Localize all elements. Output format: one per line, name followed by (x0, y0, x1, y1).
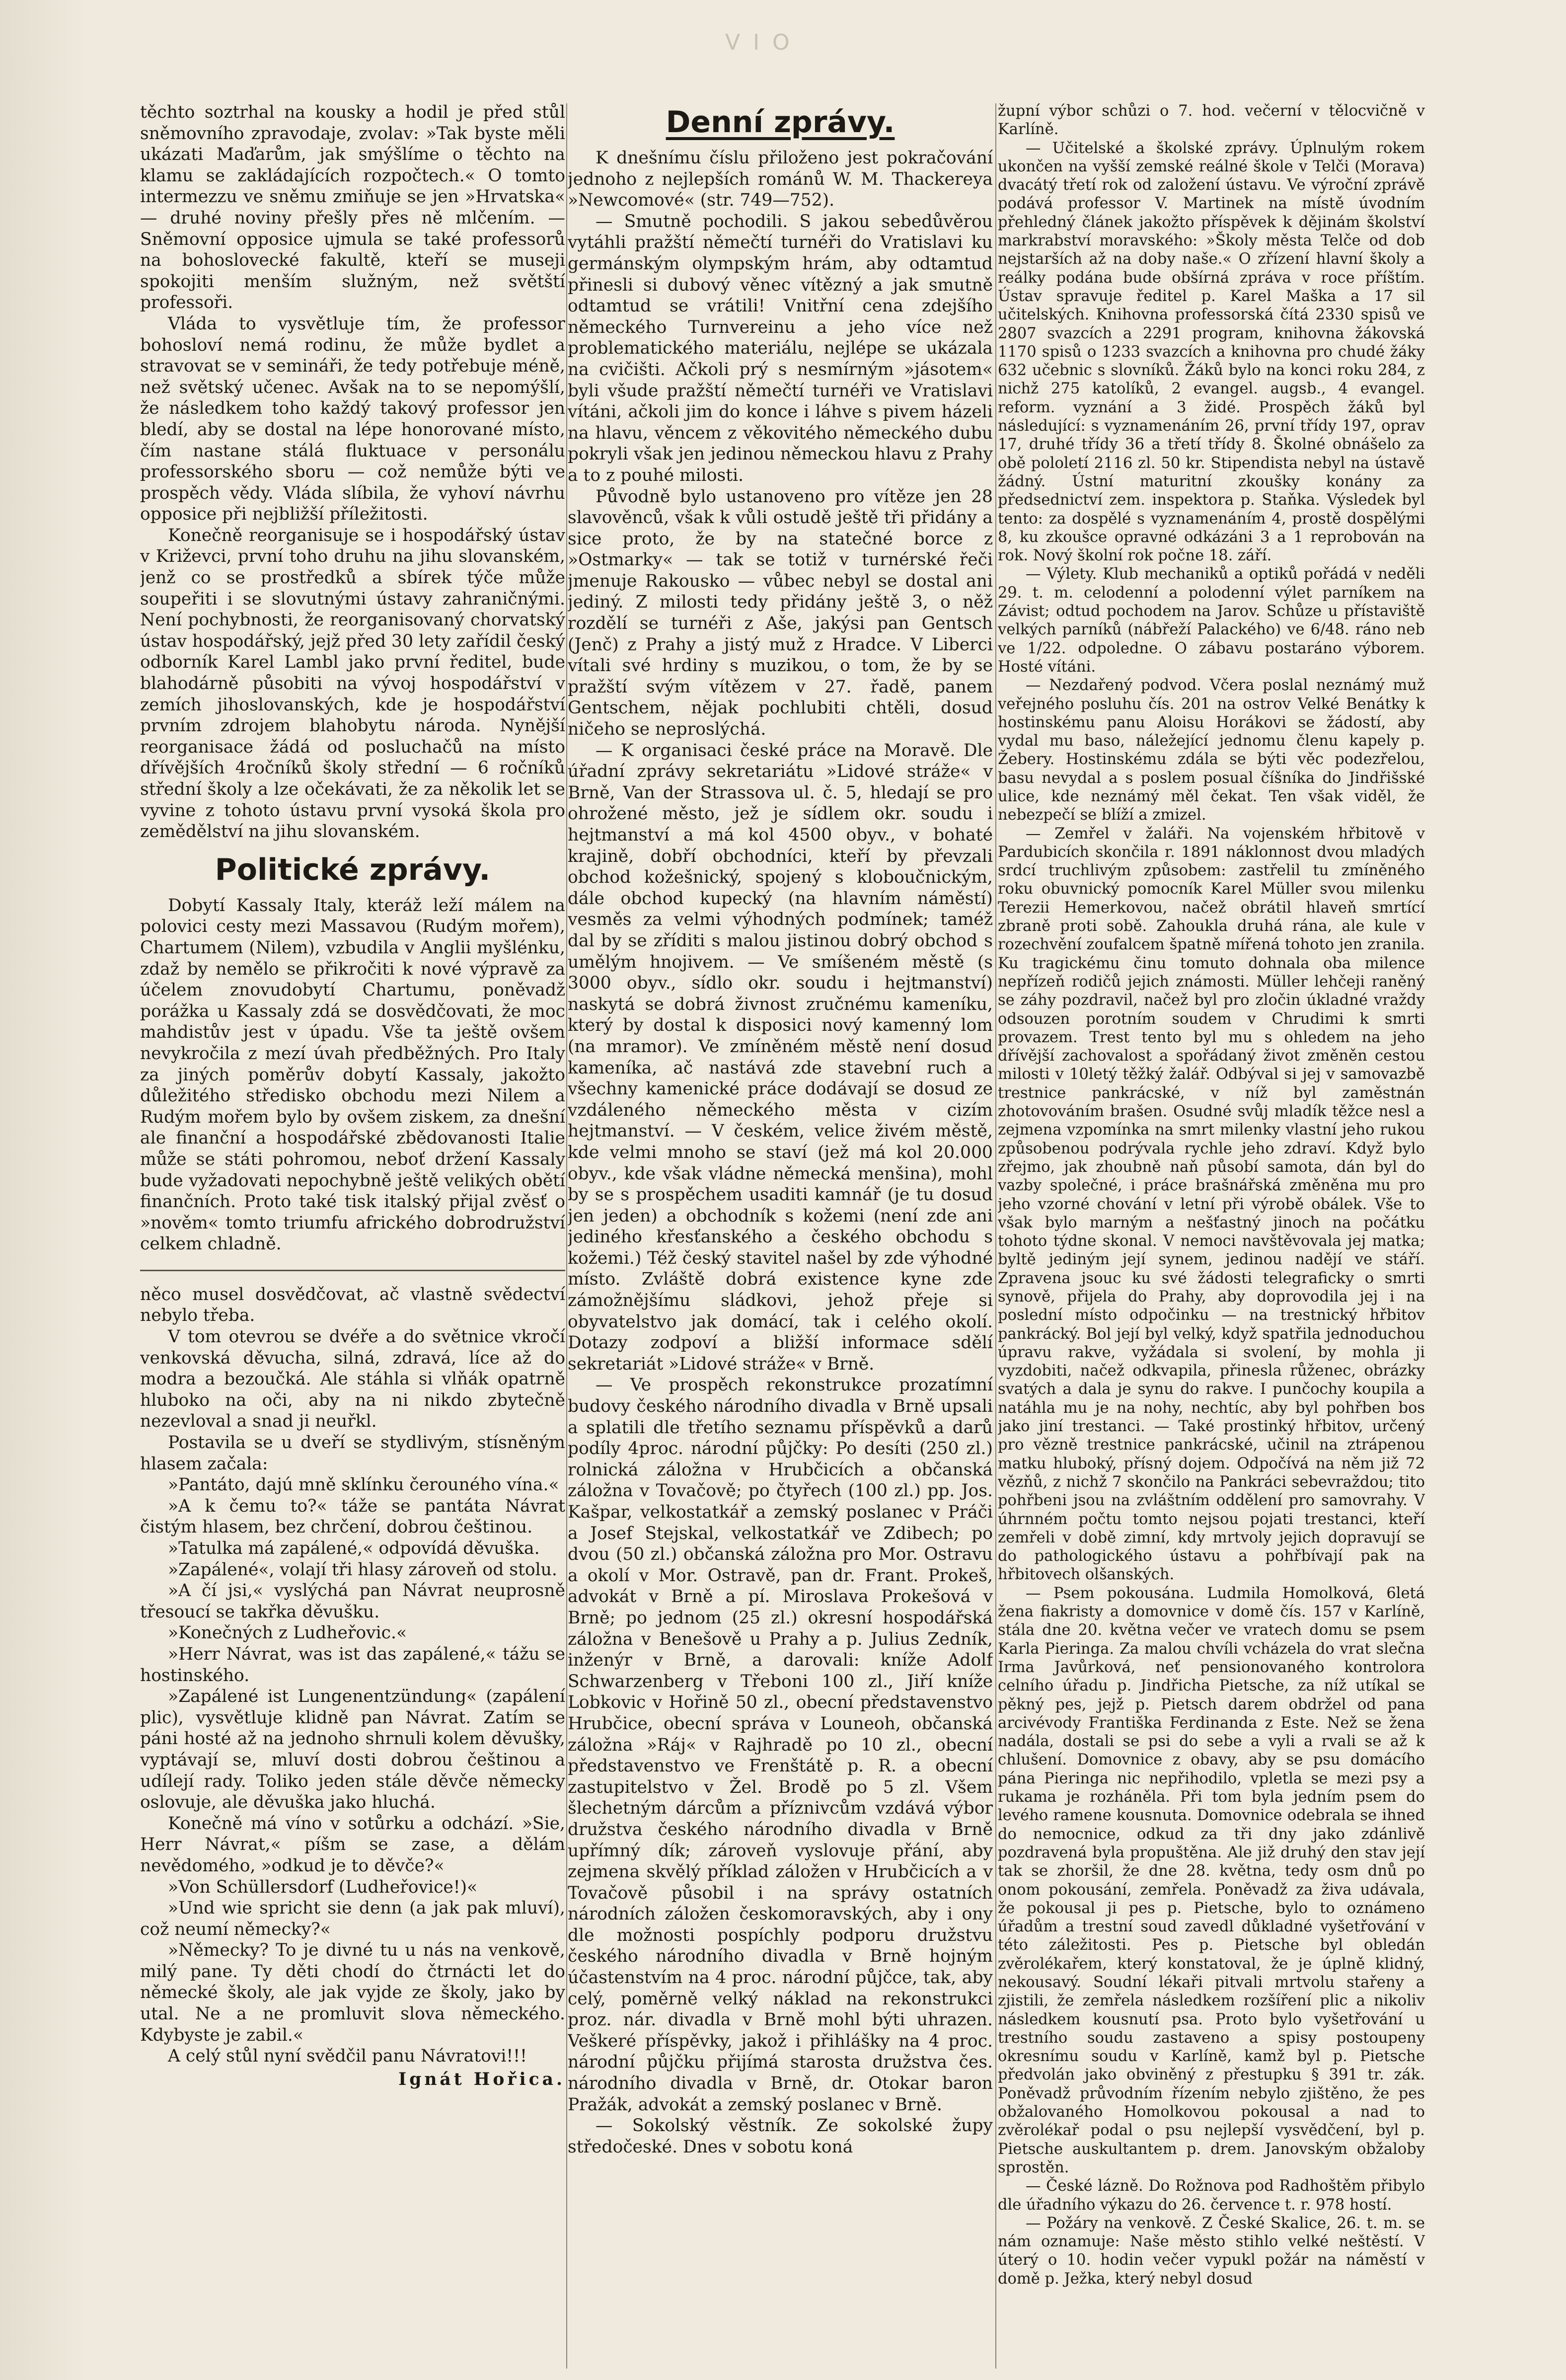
col3-para-4: — Nezdařený podvod. Včera poslal neznámý muž veřejného posluhu čís. 201 na ostrov Velké Benátky k hostinskému panu Aloisu Horákovi se žádostí, aby vydal mu baso, náležející jednomu členu kapely p. Žebery. Hostinskému zdála se býti věc podezřelou, basu nevydal a s poslem posual číšníka do Jindřišské ulice, kde neznámý měl čekat. Ten však viděl, že nebezpečí se blíží a zmizel. (998, 677, 1425, 824)
col1-para-19: »Německy? To je divné tu u nás na venkově, milý pane. Ty děti chodí do čtrnácti let do německé školy, ale jak vyjde ze školy, jako by utal. Ne a ne promluvit slova německého. Kdybyste je zabil.« (140, 1940, 565, 2045)
column-rule-2 (995, 103, 996, 2369)
author-signature: Ignát Hořica. (398, 2069, 565, 2089)
col2-para-4: — K organisaci české práce na Moravě. Dle úřadní zprávy sekretariátu »Lidové stráže« v Brně, Van der Strassova ul. č. 5, hledají se pro ohrožené město, jež je sídlem okr. soudu i hejtmanství a má kol 4500 obyv., v bohaté krajině, dobří obchodníci, kteří by převzali obchod kožešnický, spojený s kloboučnickým, dále obchod kupecký (na hlavním náměstí) vesměs za velmi výhodných podmínek; taméž dal by se zříditi s malou jistinou dobrý obchod s umělým hnojivem. — Ve smíšeném městě (s 3000 obyv., sídlo okr. soudu i hejtmanství) naskytá se dobrá živnost zručnému kameníku, který by dostal k disposici nový kamenný lom (na mramor). Ve zmíněném městě není dosud kameníka, ač nastává zde stavební ruch a všechny kamenické práce dodávají se dosud ze vzdáleného německého města v cizím hejtmanství. — V českém, velice živém městě, kde velmi mnoho se staví (jež má kol 20.000 obyv., kde však vládne německá menšina), mohl by se s prospěchem usaditi kamnář (je tu dosud jen jeden) a obchodník s kožemi (není zde ani jediného křesťanského a českého obchodu s kožemi.) Též český stavitel našel by zde výhodné místo. Zvláště dobrá existence kyne zde zámožnějšímu sládkovi, jehož přeje si obyvatelstvo jak domácí, tak i celého okolí. Dotazy zodpoví a bližší informace sdělí sekretariát »Lidové stráže« v Brně. (568, 740, 993, 1374)
col1-para-6: V tom otevrou se dvéře a do světnice vkročí venkovská děvucha, silná, zdravá, líce až do modra a bezoučká. Ale stáhla si vlňák opatrně hluboko na oči, aby na ni nikdo zbytečně nezevloval a snad ji neuřkl. (140, 1327, 565, 1432)
col1-para-15: »Zapálené ist Lungenentzündung« (zapálení plic), vysvětluje klidně pan Návrat. Zatím se páni hosté až na jednoho shrnuli kolem děvušky, vyptávají se, mluví dosti dobrou češtinou a udílejí rady. Toliko jeden stále děvče německy oslovuje, ale děvuška jako hluchá. (140, 1687, 565, 1813)
col2-para-5: — Ve prospěch rekonstrukce prozatímní budovy českého národního divadla v Brně upsali a splatili dle třetího seznamu příspěvků a darů podíly 4proc. národní půjčky: Po desíti (250 zl.) rolnická záložna v Hrubčicích a občanská záložna v Tovačově; po čtyřech (100 zl.) pp. Jos. Kašpar, velkostatkář a zemský poslanec v Práči a Josef Stejskal, velkostatkář ve Zdibech; po dvou (50 zl.) občanská záložna pro Mor. Ostravu a okolí v Mor. Ostravě, pan dr. Frant. Prokeš, advokát v Brně a pí. Miroslava Prokešová v Brně; po jednom (25 zl.) okresní hospodářská záložna v Benešově u Prahy a p. Julius Zedník, inženýr v Brně, a darovali: kníže Adolf Schwarzenberg v Třeboni 100 zl., Jiří kníže Lobkovic v Hořině 50 zl., obecní představenstvo Hrubčice, obecní správa v Louneoh, občanská záložna »Ráj« v Rajhradě po 10 zl., obecní představenstvo ve Frenštátě p. R. a obecní zastupitelstvo v Žel. Brodě po 5 zl. Všem šlechetným dárcům a příznivcům vzdává výbor družstva českého národního divadla v Brně upřímný dík; zároveň vyslovuje přání, aby zejmena skvělý příklad záložen v Hrubčicích a v Tovačově působil i na správy ostatních národních záložen českomoravských, aby i ony dle možnosti pospíchly podporu družstvu českého národního divadla v Brně hojným účastenstvím na 4 proc. národní půjčce, tak, aby celý, poměrně velký náklad na rekonstrukci proz. nár. divadla v Brně mohl býti uhrazen. Veškeré příspěvky, jakož i přihlášky na 4 proc. národní půjčku přijímá starosta družstva čes. národního divadla v Brně, dr. Otokar baron Pražák, advokát a zemský poslanec v Brně. (568, 1375, 993, 2115)
col1-para-8: »Pantáto, dajú mně sklínku čerouného vína.« (168, 1475, 559, 1495)
col1-para-5: něco musel dosvědčovat, ač vlastně svědectví nebylo třeba. (140, 1284, 565, 1326)
col3-para-1: župní výbor schůzi o 7. hod. večerní v tělocvičně v Karlíně. (998, 102, 1425, 139)
col1-para-1: těchto soztrhal na kousky a hodil je před stůl sněmovního zpravodaje, zvolav: »Tak byste měli ukázati Maďarům, jak smýšlíme o těchto na klamu se zakládajících rozpočtech.« O tomto intermezzu ve sněmu zmiňuje se jen »Hrvatska« — druhé noviny přešly přes ně mlčením. — Sněmovní opposice ujmula se také professorů na bohoslovecké fakultě, kteří se museji spokojiti menším služným, než světští professoři. (140, 102, 565, 313)
feuilleton-separator (140, 1270, 565, 1271)
col1-para-11: »Zapálené«, volají tři hlasy zároveň od stolu. (168, 1559, 557, 1580)
col1-para-13: »Konečných z Ludheřovic.« (168, 1623, 407, 1643)
col3-para-6: — Psem pokousána. Ludmila Homolková, 6letá žena fiakristy a domovnice v domě čís. 157 v Karlíně, stála dne 20. května večer ve vratech domu se psem Karla Pieringa. Za malou chvíli vcházela do vrat slečna Irma Javůrková, neť pensionovaného kontrolora celního úřadu p. Jindřicha Pietsche, za níž utíkal se pěkný pes, jejž p. Pietsch darem obdržel od pana arcivévody Františka Ferdinanda z Este. Než se žena nadála, dostali se psi do sebe a vyli a rvali se až k chlušení. Domovnice z obavy, aby se psu domácího pána Pieringa nic nepřihodilo, vpletla se mezi psy a rukama je rozháněla. Při tom byla jedním psem do levého ramene kousnuta. Domovnice odebrala se ihned do nemocnice, odkud za tři dny jako zdánlivě pozdravená byla propuštěna. Ale již druhý den stav její tak se zhoršil, že dne 28. května, tedy osm dnů po onom pokousání, zemřela. Poněvadž za živa udávala, že pokousal ji pes p. Pietsche, bylo to oznámeno úřadům a trestní soud zavedl důkladné vyšetřování v této záležitosti. Pes p. Pietsche byl obledán zvěrolékařem, který konstatoval, že je úplně klidný, nekousavý. Soudní lékaři pitvali mrtvolu stařeny a zjistili, že zemřela následkem rozšíření plic a nikoliv následkem kousnutí psa. Proto bylo vyšetřování u trestního soudu zastaveno a spisy postoupeny okresnímu soudu v Karlíně, kamž byl p. Pietsche předvolán jako obviněný z přestupku § 391 tr. zák. Poněvadž průvodním řízením nebylo zjištěno, že pes obžalovaného Homolkovou pokousal a nad to zvěrolékař podal o psu nejlepší vysvědčení, byl p. Pietsche auskultantem p. drem. Janovským obžaloby sprostěn. (998, 1584, 1425, 2176)
col3-para-2: — Učitelské a školské zprávy. Úplnulým rokem ukončen na vyšší zemské reálné škole v Telči (Morava) dvacátý třetí rok od založení ústavu. Ve výroční zprávě podává professor V. Martinek na místě úvodním přehledný článek jakožto příspěvek k dějinám školství markrabství moravského: »Školy města Telče od dob nejstarších až na doby naše.« O zřízení hlavní školy a reálky podána bude obšírná zpráva v roce příštím. Ústav spravuje ředitel p. Karel Maška a 17 sil učitelských. Knihovna professorská čítá 2330 spisů ve 2807 svazcích a 2291 program, knihovna žákovská 1170 spisů o 1233 svazcích a knihovna pro chudé žáky 632 učebnic s slovníků. Žáků bylo na konci roku 284, z nichž 275 katolíků, 2 evangel. augsb., 4 evangel. reform. vyznání a 3 židé. Prospěch žáků byl následující: s vyznamenáním 26, první třídy 197, oprav 17, druhé třídy 36 a třetí třídy 8. Školné obnášelo za obě pololetí 2116 zl. 50 kr. Stipendista nebyl na ústavě žádný. Ústní maturitní zkoušky konány za předsednictví zem. inspektora p. Staňka. Výsledek byl tento: za dospělé s vyznamenáním 4, prostě dospělými 8, ku zkoušce opravné odkázáni 3 a 1 reprobován na rok. Nový školní rok počne 18. září. (998, 139, 1425, 565)
col3-para-5: — Zemřel v žaláři. Na vojenském hřbitově v Pardubicích skončila r. 1891 náklonnost dvou mladých srdcí truchlivým způsobem: zastřelil tu zmíněného roku obuvnický pomocník Karel Müller svou milenku Terezii Hemerkovou, načež obrátil hlaveň smrtící zbraně proti sobě. Zahoukla druhá rána, ale kule v rozechvění zoufalcem špatně mířená tohoto jen zranila. Ku tragickému činu tomuto dohnala oba milence nepřízeň rodičů jejich známosti. Müller lehčeji raněný se záhy pozdravil, načež byl pro zločin úkladné vraždy odsouzen porotním soudem v Chrudimi k smrti provazem. Trest tento byl mu s ohledem na jeho dřívější zachovalost a spořádaný život změněn cestou milosti v 10letý těžký žalář. Odbýval si jej v samovazbě trestnice pankrácské, v níž byl zaměstnán zhotovováním brašen. Osudné svůj mladík těžce nesl a zejmena vzpomínka na smrt milenky vlastní jeho rukou způsobenou podrývala rychle jeho zdraví. Když bylo zřejmo, jak zhoubně naň působí samota, dán byl do vazby společné, i práce brašnářská změněna mu pro jeho vzorné chování v letní při výrobě obálek. Vše to však bylo marným a nešťastný jinoch na počátku tohoto týdne skonal. V nemoci navštěvovala jej matka; byltě jediným její synem, jedinou nadějí ve stáří. Zpravena jsouc ku své žádosti telegraficky o smrti synově, přijela do Prahy, aby doprovodila jej i na poslední místo odpočinku — na trestnický hřbitov pankrácký. Bol její byl velký, když spatřila jednoduchou úpravu rakve, vyžádala si svolení, by mohla ji vyzdobiti, načež odkvapila, přinesla růženec, obrázky svatých a dala je synu do rakve. I punčochy koupila a natáhla mu je na nohy, nechtíc, aby byl pohřben bos jako jiní trestanci. — Také prostinký hřbitov, určený pro vězně trestnice pankrácské, učinil na ztrápenou matku hluboký, přísný dojem. Odpočívá na něm již 72 vězňů, z nichž 7 skončilo na Pankráci sebevraždou; tito pohřbeni jsou na zvláštním oddělení pro samovrahy. V úhrnném počtu tomto nejsou pojati trestanci, kteří zemřeli v době zimní, kdy mrtvoly jejich dopravují se do pathologického ústavu a pohřbívají pak na hřbitovech olšanských. (998, 825, 1425, 1584)
col1-para-16: Konečně má víno v sotůrku a odchází. »Sie, Herr Návrat,« píšm se zase, a dělám nevědomého, »odkud je to děvče?« (140, 1813, 565, 1876)
col2-para-1: K dnešnímu číslu přiloženo jest pokračování jednoho z nejlepších románů W. M. Thackereya »Newcomové« (str. 749—752). (568, 148, 993, 211)
section-header-denni-zpravy: Denní zprávy. (666, 105, 895, 140)
col1-para-9: »A k čemu to?« táže se pantáta Návrat čistým hlasem, bez chrčení, dobrou češtinou. (140, 1496, 565, 1537)
col2-para-6: — Sokolský věstník. Ze sokolské župy středočeské. Dnes v sobotu koná (568, 2116, 993, 2157)
col1-para-7: Postavila se u dveří se stydlivým, stísněným hlasem začala: (140, 1433, 565, 1474)
col1-para-17: »Von Schüllersdorf (Ludheřovice!)« (168, 1877, 478, 1897)
col3-para-3: — Výlety. Klub mechaniků a optiků pořádá v neděli 29. t. m. celodenní a polodenní výlet parníkem na Závist; odtud pochodem na Jarov. Schůze u přístaviště velkých parníků (nábřeží Palackého) ve 6/48. ráno neb ve 1/22. odpoledne. O zábavu postaráno výborem. Hosté vítáni. (998, 565, 1425, 676)
section-header-politicke-zpravy: Politické zprávy. (215, 852, 491, 887)
col1-para-3: Konečně reorganisuje se i hospodářský ústav v Križevci, první toho druhu na jihu slovanském, jenž co se prostředků a sbírek týče může soupeřiti i se slovutnými ústavy zahraničnými. Není pochybnosti, že reorganisovaný chorvatský ústav hospodářský, jejž před 30 lety zařídil český odborník Karel Lambl jako první ředitel, bude blahodárně působiti na vývoj hospodářství v zemích jihoslovanských, kde je hospodářství prvním zdrojem blahobytu národa. Nynější reorganisace žádá od posluchačů na místo dřívějších 4ročníků školy střední — 6 ročníků střední školy a lze očekávati, že za několik let se vyvine z tohoto ústavu první vysoká škola pro zemědělství na jihu slovanském. (140, 525, 565, 842)
col3-para-8: — Požáry na venkově. Z České Skalice, 26. t. m. se nám oznamuje: Naše město stihlo velké neštěstí. V úterý o 10. hodin večer vypukl požár na náměstí v domě p. Ježka, který nebyl dosud (998, 2214, 1425, 2288)
col1-para-14: »Herr Návrat, was ist das zapálené,« tážu se hostinského. (140, 1644, 565, 1686)
column-3 (998, 102, 1425, 2367)
col1-para-10: »Tatulka má zapálené,« odpovídá děvuška. (168, 1538, 540, 1558)
col1-para-4: Dobytí Kassaly Italy, kteráž leží málem na polovici cesty mezi Massavou (Rudým mořem), Chartumem (Nilem), vzbudila v Anglii myšlénku, zdaž by nemělo se přikročiti k nové výpravě za účelem znovudobytí Chartumu, poněvadž porážka u Kassaly zdá se dosvědčovati, že moc mahdistův jest v úpadu. Vše ta ještě ovšem nevykročila z mezí úvah předběžných. Pro Italy za jiných poměrův dobytí Kassaly, jakožto důležitého středisko obchodu mezi Nilem a Rudým mořem bylo by ovšem ziskem, za dnešní ale finanční a hospodářské zbědovanosti Italie může se státi pohromou, neboť držení Kassaly bude vyžadovati nepochybně ještě velikých obětí finančních. Proto také tisk italský přijal zvěsť o »nověm« tomto triumfu afrického dobrodružství celkem chladně. (140, 895, 565, 1254)
col1-para-18: »Und wie spricht sie denn (a jak pak mluví), což neumí německy?« (140, 1898, 565, 1939)
page-edge-shadow (0, 0, 89, 2380)
col2-para-2: — Smutně pochodili. S jakou sebedůvěrou vytáhli pražští němečtí turnéři do Vratislavi ku germánským olympským hrám, aby odtamtud přinesli si dubový věnec vítězný a jak smutně odtamtud se vrátili! Vnitřní cena zdejšího německého Turnvereinu a jeho více než problematického materiálu, nejlépe se ukázala na cvičišti. Ačkoli prý s nesmírným »jásotem« byli všude pražští němečtí turnéři ve Vratislavi vítáni, ačkoli jim do konce i láhve s pivem házeli na hlavu, věncem z věkovitého německého dubu pokryli však jen jedinou německou hlavu z Prahy a to z pouhé milosti. (568, 211, 993, 485)
running-head-bleed: V I O (725, 30, 793, 55)
column-rule-1 (566, 103, 567, 2369)
col2-para-3: Původně bylo ustanoveno pro vítěze jen 28 slavověnců, však k vůli ostudě ještě tři přidány a sice proto, že by na statečné borce z »Ostmarky« — tak se totiž v turnérské řeči jmenuje Rakousko — vůbec nebyl se dostal ani jediný. Z milosti tedy přidány ještě 3, o něž rozdělí se turnéři z Aše, jakýsi pan Gentsch (Jenč) z Prahy a jistý muž z Hradce. V Liberci vítali své hrdiny s muzikou, o tom, že by se pražští svým vítězem v 27. řadě, panem Gentschem, nějak pochlubiti chtěli, dosud ničeho se neproslýchá. (568, 486, 993, 740)
col1-para-20: A celý stůl nyní svědčil panu Návratovi!!! (168, 2046, 527, 2067)
col3-para-7: — České lázně. Do Rožnova pod Radhoštěm přibylo dle úřadního výkazu do 26. července t. r. 978 hostí. (998, 2177, 1425, 2214)
column-2 (568, 102, 993, 2367)
col1-para-12: »A čí jsi,« vyslýchá pan Návrat neuprosně třesoucí se takřka děvušku. (140, 1581, 565, 1622)
col1-para-2: Vláda to vysvětluje tím, že professor bohosloví nemá rodinu, že může bydlet a stravovat se v semináři, že tedy potřebuje méně, než světský učenec. Avšak na to se nepomýšlí, že následkem toho každý takový professor jen bledí, aby se dostal na lépe honorované místo, čím nastane stálá fluktuace v personálu professorského sboru — což nemůže býti ve prospěch vědy. Vláda slíbila, že vyhoví návrhu opposice při nejbližší příležitosti. (140, 313, 565, 525)
column-1 (140, 102, 565, 2367)
